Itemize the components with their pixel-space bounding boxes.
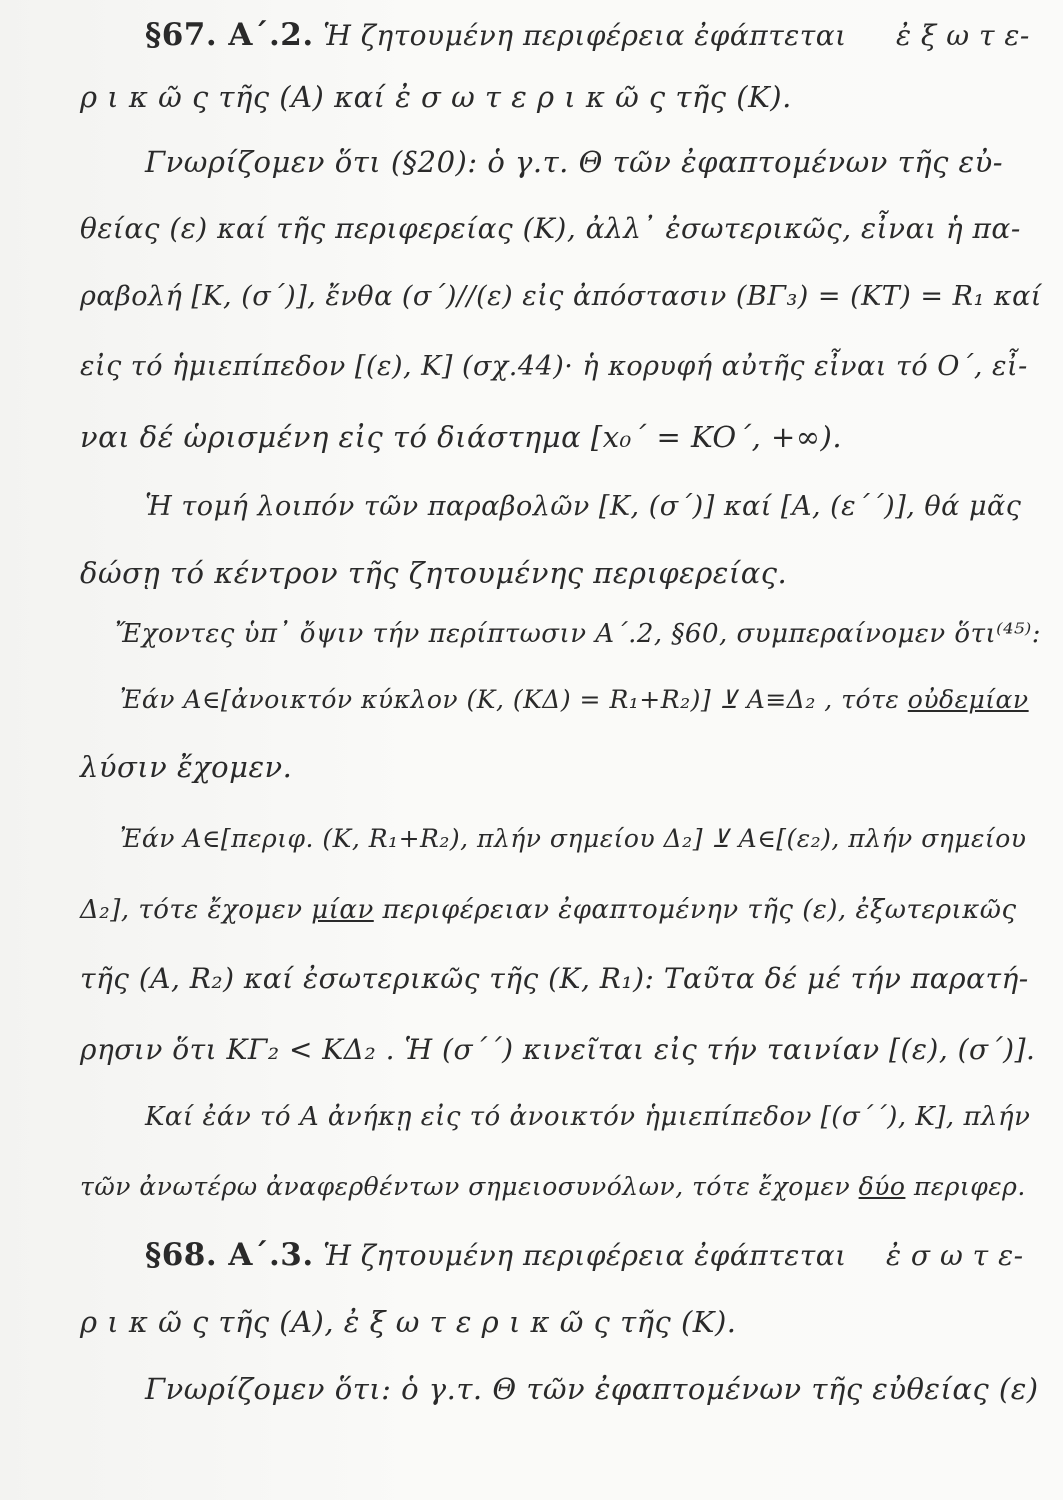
p1-line-2: θείας (ε) καί τῆς περιφερείας (K), ἀλλ᾿ ἐσωτερικῶς, εἶναι ἡ πα-: [80, 212, 1021, 245]
section-67-title-a: Ἡ ζητουμένη περιφέρεια ἐφάπτεται: [323, 19, 847, 52]
p7-line: Γνωρίζομεν ὅτι: ὁ γ.τ. Θ τῶν ἐφαπτομένων τῆς εὐθείας (ε): [145, 1372, 1039, 1406]
p6-underlined: δύο: [858, 1172, 906, 1201]
p4-underlined: οὐδεμίαν: [907, 685, 1029, 714]
p5-text-b: περιφέρειαν ἐφαπτομένην τῆς (ε), ἐξωτερικῶς: [373, 895, 1017, 925]
p1-line-4: εἰς τό ἡμιεπίπεδον [(ε), K] (σχ.44)· ἡ κορυφή αὐτῆς εἶναι τό O΄, εἶ-: [80, 351, 1028, 382]
section-68-title-b: ἐ σ ω τ ε-: [886, 1239, 1024, 1272]
section-68-heading: [145, 1238, 1033, 1273]
section-67-mark: §67. A΄.2.: [145, 17, 314, 53]
section-68-mark: §68. A΄.3.: [145, 1237, 314, 1273]
p1-line-1: Γνωρίζομεν ὅτι (§20): ὁ γ.τ. Θ τῶν ἐφαπτομένων τῆς εὐ-: [145, 145, 1004, 179]
p4-line-2: λύσιν ἔχομεν.: [80, 750, 293, 784]
p1-line-5: ναι δέ ὡρισμένη εἰς τό διάστημα [x₀΄ = KO΄, +∞).: [80, 420, 843, 454]
p5-underlined: μίαν: [311, 895, 374, 925]
p5-line-4: ρησιν ὅτι KΓ₂ < KΔ₂ . Ἡ (σ΄΄) κινεῖται εἰς τήν ταινίαν [(ε), (σ΄)].: [80, 1033, 1036, 1066]
section-68-title-a: Ἡ ζητουμένη περιφέρεια ἐφάπτεται: [323, 1239, 847, 1272]
p1-line-3: ραβολή [K, (σ΄)], ἔνθα (σ΄)//(ε) εἰς ἀπόστασιν (BΓ₃) = (KT) = R₁ καί: [80, 281, 1042, 312]
p6-text-a: τῶν ἀνωτέρω ἀναφερθέντων σημειοσυνόλων, τότε ἔχομεν: [80, 1172, 859, 1201]
p5-line-1: Ἐάν A∈[περιφ. (K, R₁+R₂), πλήν σημείου Δ₂] ⊻ A∈[(ε₂), πλήν σημείου: [120, 824, 1027, 853]
p5-text-a: Δ₂], τότε ἔχομεν: [80, 895, 312, 925]
section-67-heading: [145, 18, 1033, 53]
p5-line-3: τῆς (A, R₂) καί ἐσωτερικῶς τῆς (K, R₁): Ταῦτα δέ μέ τήν παρατή-: [80, 962, 1029, 995]
p4-line-1: [120, 683, 1033, 717]
p4-text-a: Ἐάν A∈[ἀνοικτόν κύκλον (K, (KΔ) = R₁+R₂)] ⊻ A≡Δ₂ , τότε: [120, 685, 908, 714]
p5-line-2: [80, 893, 1033, 927]
p2-line-1: Ἡ τομή λοιπόν τῶν παραβολῶν [K, (σ΄)] καί [A, (ε΄΄)], θά μᾶς: [145, 491, 1022, 522]
p3-line: Ἔχοντες ὑπ᾿ ὄψιν τήν περίπτωσιν A΄.2, §60, συμπεραίνομεν ὅτι⁽⁴⁵⁾:: [115, 619, 1042, 649]
section-67-heading-line2: ρ ι κ ῶ ς τῆς (A) καί ἐ σ ω τ ε ρ ι κ ῶ ς τῆς (K).: [80, 80, 792, 114]
p2-line-2: δώσῃ τό κέντρον τῆς ζητουμένης περιφερείας.: [80, 556, 788, 590]
section-68-heading-line2: ρ ι κ ῶ ς τῆς (A), ἐ ξ ω τ ε ρ ι κ ῶ ς τῆς (K).: [80, 1305, 737, 1339]
p6-line-1: Καί ἐάν τό A ἀνήκῃ εἰς τό ἀνοικτόν ἡμιεπίπεδον [(σ΄΄), K], πλήν: [145, 1102, 1031, 1132]
section-67-title-b: ἐ ξ ω τ ε-: [896, 19, 1030, 52]
p6-line-2: [80, 1170, 1033, 1204]
p6-text-b: περιφερ.: [905, 1172, 1026, 1201]
